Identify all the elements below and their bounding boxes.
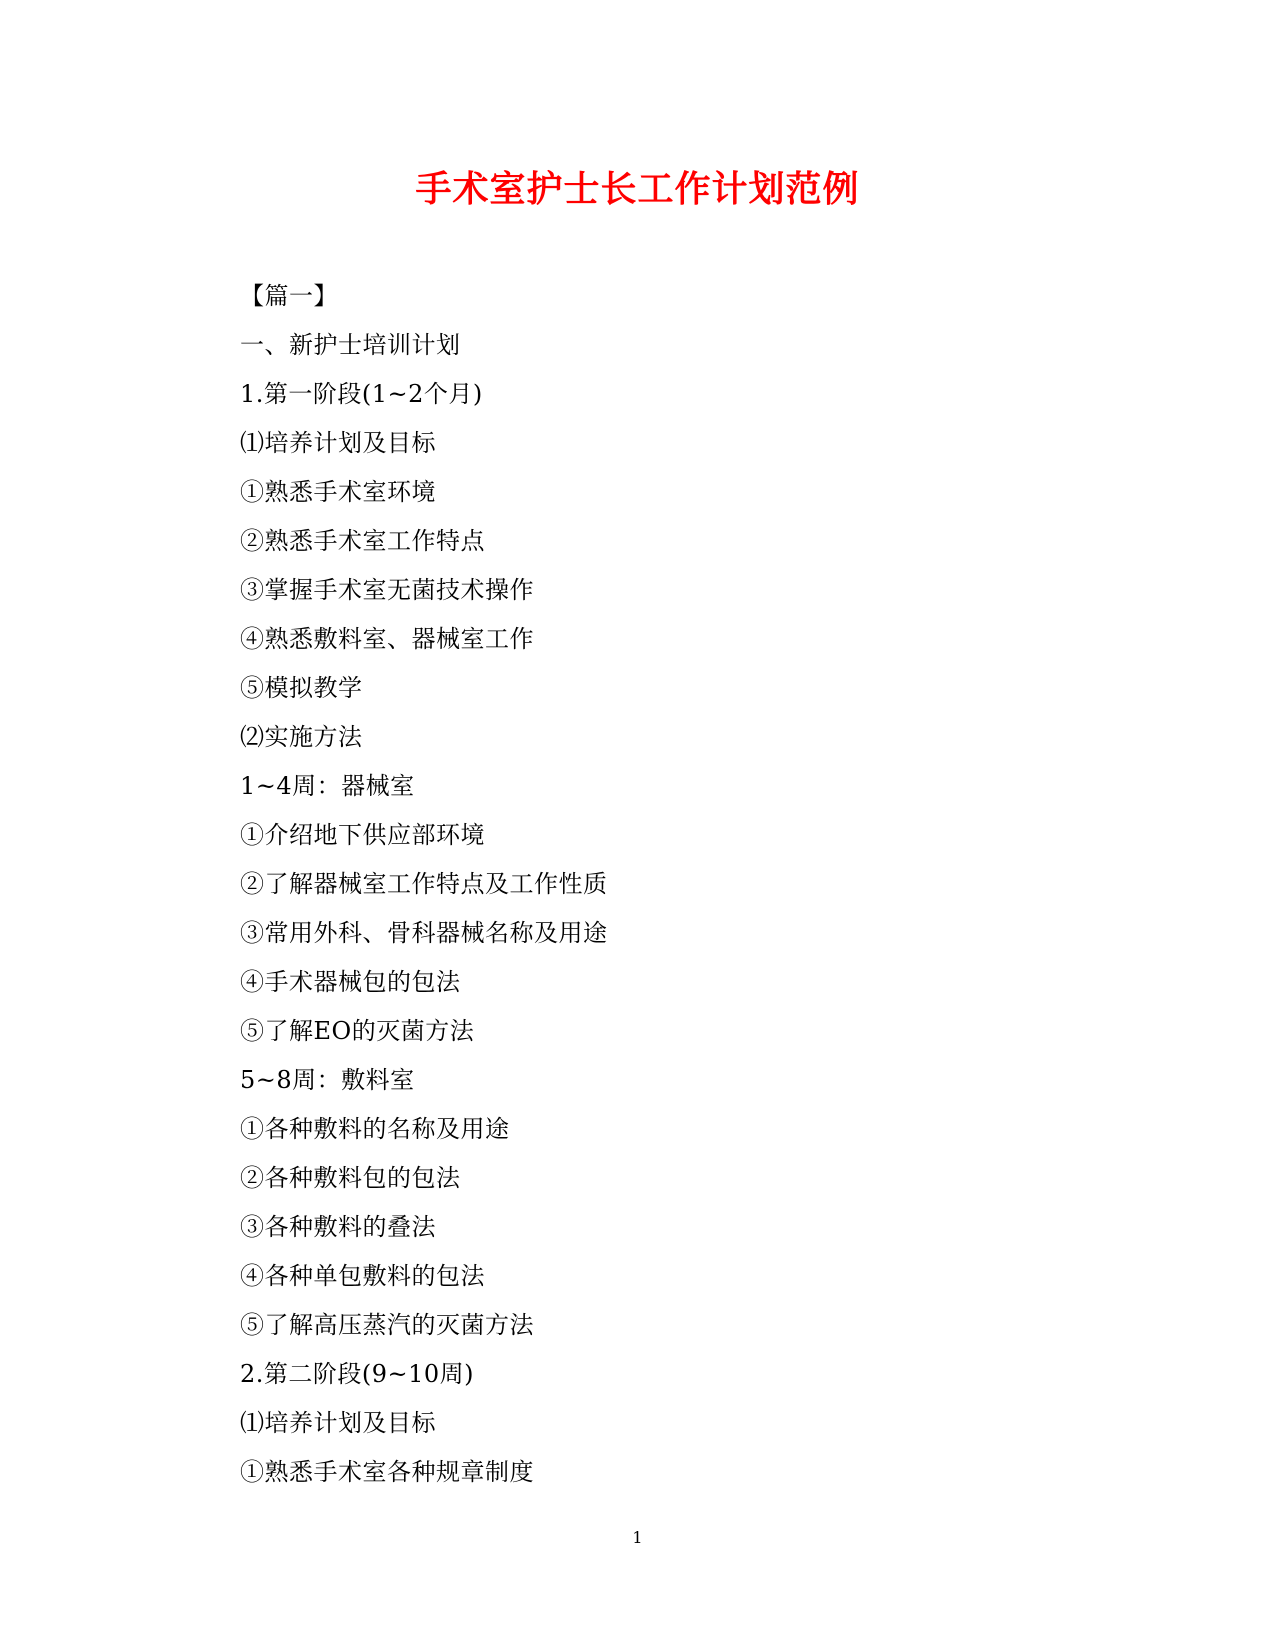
text-line: ⑤模拟教学: [240, 674, 363, 702]
text-line: ③掌握手术室无菌技术操作: [240, 576, 534, 604]
document-body: [240, 272, 1140, 1497]
text-line: 一、新护士培训计划: [240, 331, 461, 359]
text-line: ⑴培养计划及目标: [240, 1409, 436, 1437]
text-line: ①熟悉手术室环境: [240, 478, 436, 506]
text-line: ②熟悉手术室工作特点: [240, 527, 485, 555]
text-line: 2.第二阶段(9~10周): [240, 1360, 475, 1388]
text-line: 1.第一阶段(1~2个月): [240, 380, 483, 408]
text-line: 5~8周：敷料室: [240, 1066, 415, 1094]
text-line: ①熟悉手术室各种规章制度: [240, 1458, 534, 1486]
text-line: ①各种敷料的名称及用途: [240, 1115, 510, 1143]
text-line: ②了解器械室工作特点及工作性质: [240, 870, 608, 898]
text-line: ④手术器械包的包法: [240, 968, 461, 996]
text-line: ①介绍地下供应部环境: [240, 821, 485, 849]
text-line: ③各种敷料的叠法: [240, 1213, 436, 1241]
text-line: ⑵实施方法: [240, 723, 363, 751]
text-line: ②各种敷料包的包法: [240, 1164, 461, 1192]
text-line: ⑤了解高压蒸汽的灭菌方法: [240, 1311, 534, 1339]
text-line: ④熟悉敷料室、器械室工作: [240, 625, 534, 653]
text-line: ⑤了解EO的灭菌方法: [240, 1017, 475, 1045]
page-number: 1: [632, 1528, 643, 1547]
text-line: ③常用外科、骨科器械名称及用途: [240, 919, 608, 947]
text-line: 1~4周：器械室: [240, 772, 415, 800]
text-line: ⑴培养计划及目标: [240, 429, 436, 457]
document-title: 手术室护士长工作计划范例: [415, 169, 860, 210]
text-line: 【篇一】: [240, 282, 338, 310]
text-line: ④各种单包敷料的包法: [240, 1262, 485, 1290]
